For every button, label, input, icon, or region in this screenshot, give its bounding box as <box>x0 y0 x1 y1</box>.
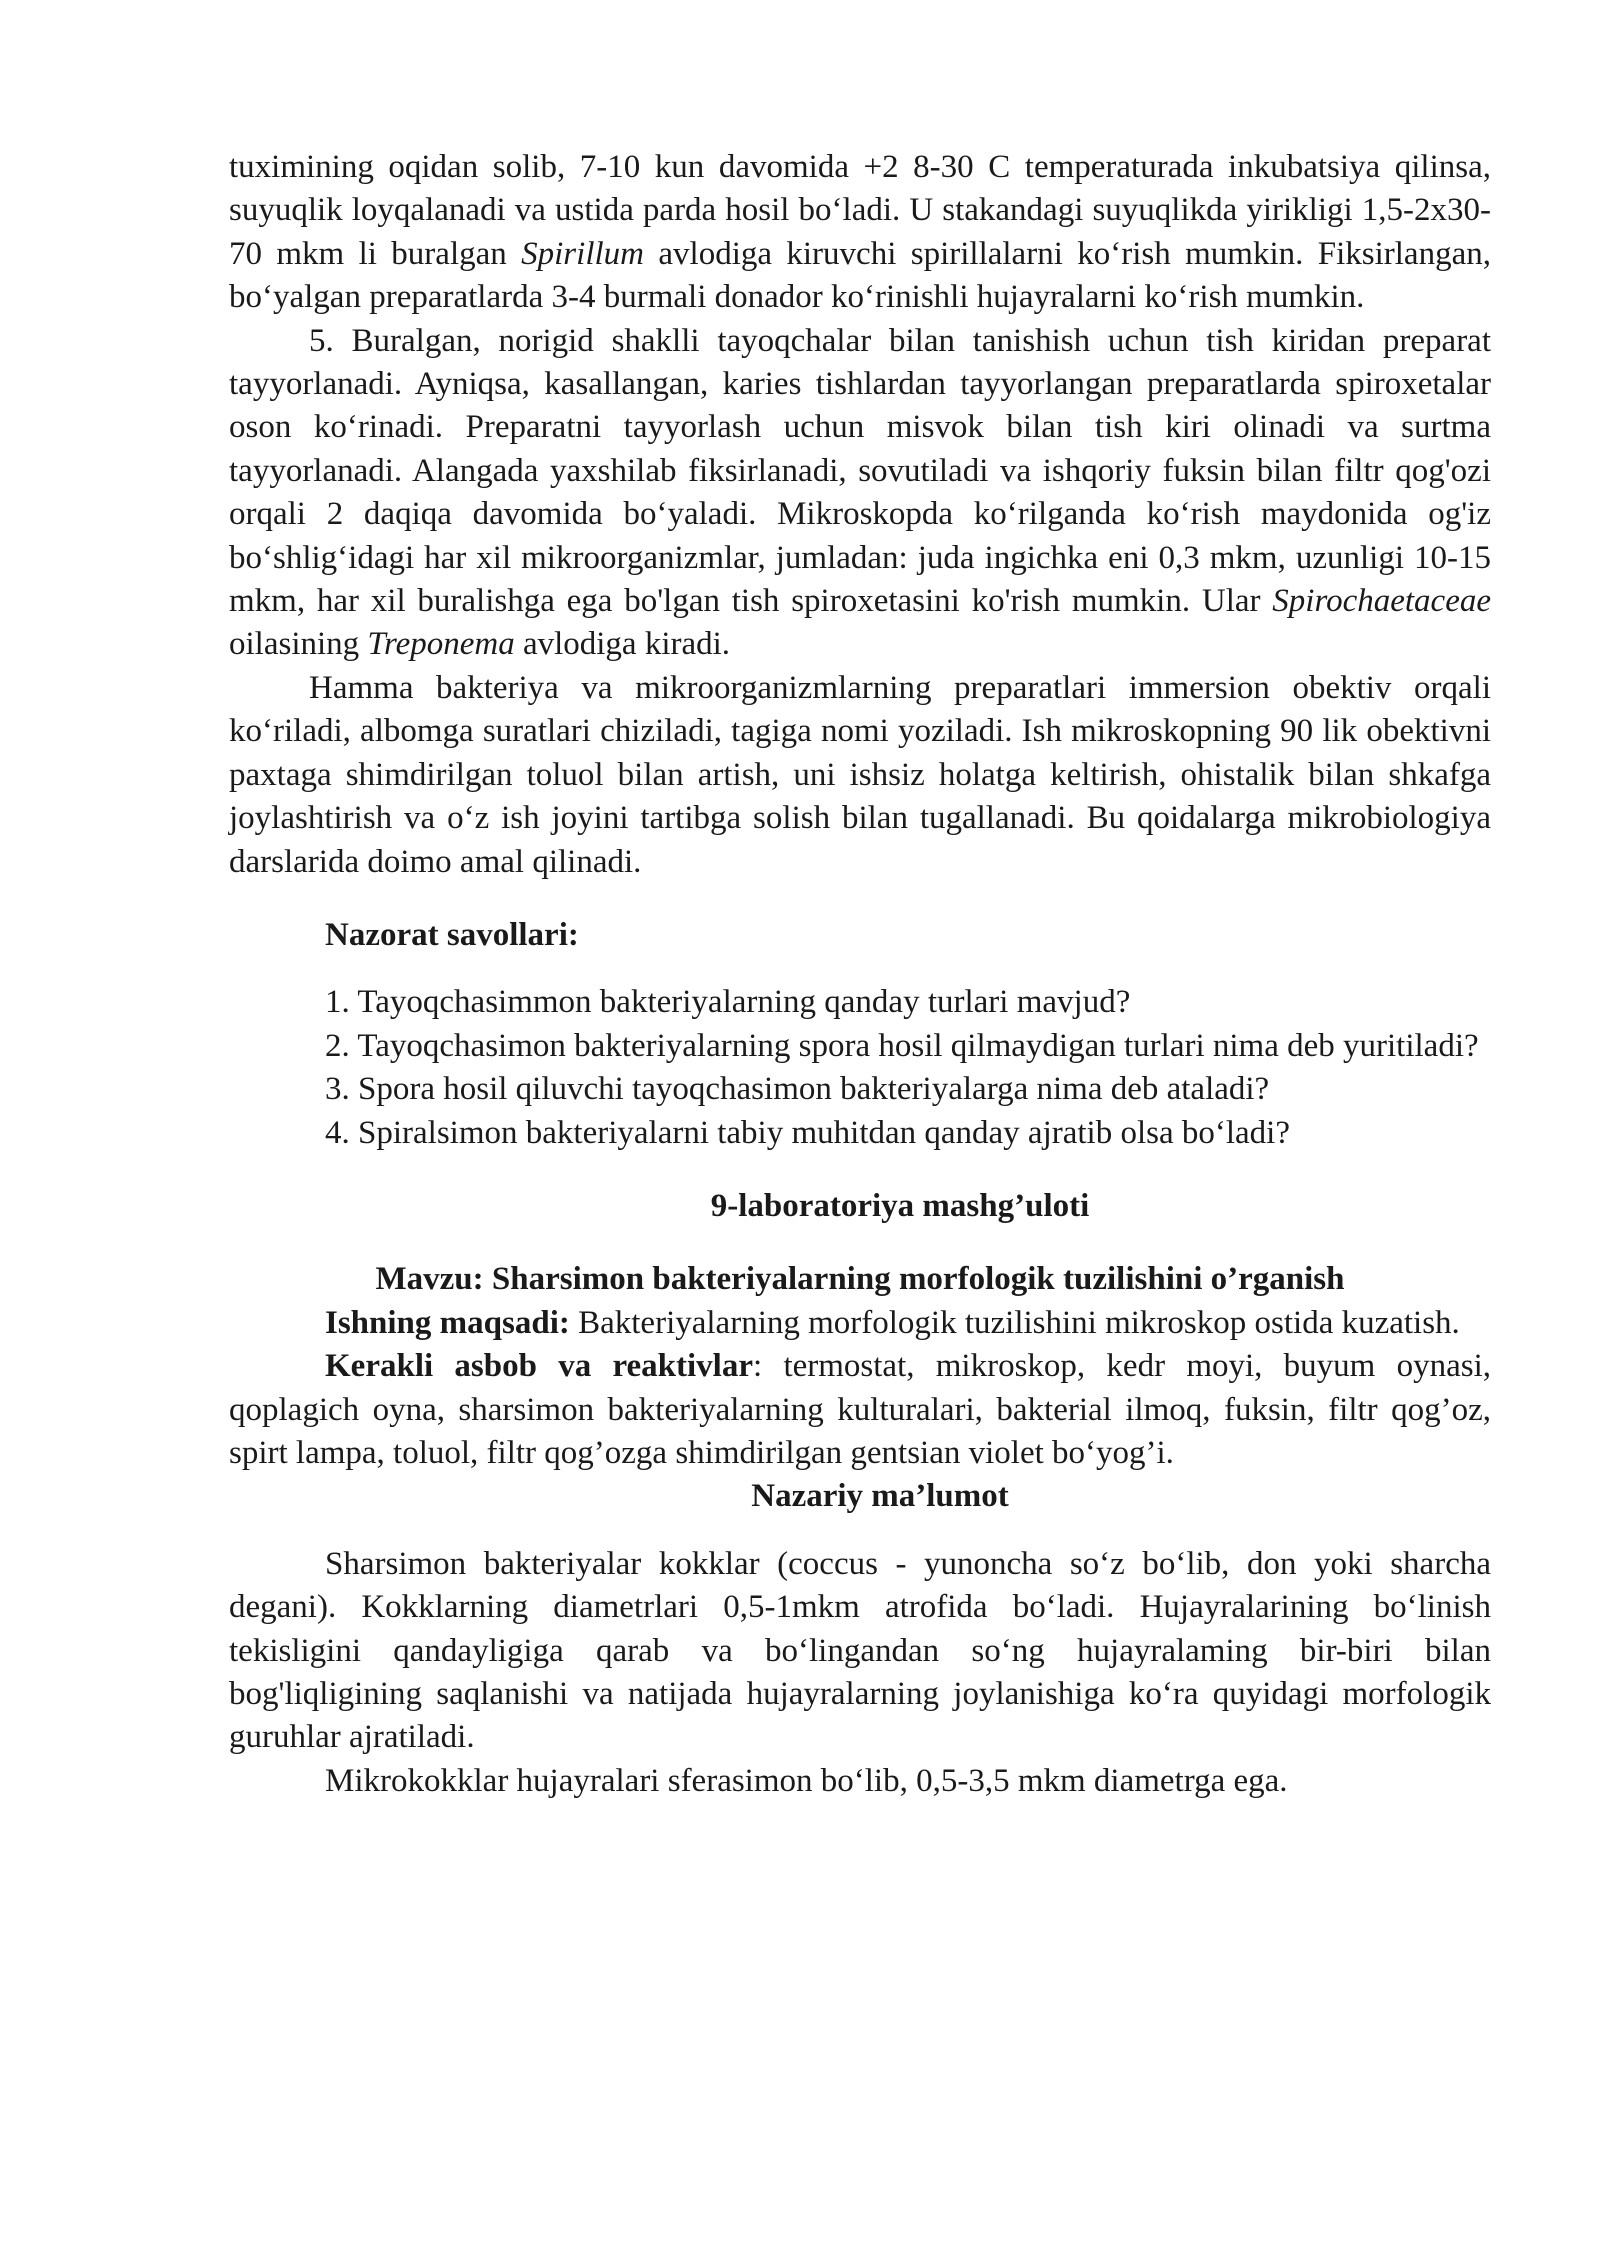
text-run: avlodiga kiruvchi spirillalarni ko‘rish mumkin. Fiksirlangan, bo‘yalgan preparatlarda 3-4 burmali donador ko‘rinishli hujayralarni ko‘rish mumkin. <box>229 235 1491 316</box>
genus-name: Spirillum <box>521 235 644 272</box>
control-questions-title: Nazorat savollari: <box>325 916 579 953</box>
text-run: oilasining <box>229 626 368 663</box>
paragraph-spirochete <box>229 320 1491 667</box>
question-item: 1. Tayoqchasimmon bakteriyalarning qanday turlari mavjud? <box>325 984 1131 1021</box>
lab-goal <box>229 1302 1491 1345</box>
text-run: tuximining oqidan solib, 7-10 kun davomida +2 8-30 C temperaturada inkubatsiya qilinsa, suyuqlik loyqalanadi va ustida parda hosil bo‘ladi. U stakandagi suyuqlikda yirikligi 1,5-2x30-70 mkm li buralgan <box>229 149 1491 272</box>
question-item: 4. Spiralsimon bakteriyalarni tabiy muhitdan qanday ajratib olsa bo‘ladi? <box>325 1114 1290 1151</box>
control-questions-list <box>229 981 1491 1155</box>
lab-title: 9-laboratoriya mashg’uloti <box>710 1187 1090 1224</box>
genus-name: Treponema <box>367 626 515 663</box>
tools-label: Kerakli asbob va reaktivlar <box>325 1348 754 1385</box>
goal-text: Bakteriyalarning morfologik tuzilishini mikroskop ostida kuzatish. <box>569 1304 1460 1341</box>
theory-title: Nazariy ma’lumot <box>751 1478 1009 1515</box>
lab-tools <box>229 1345 1491 1475</box>
goal-label: Ishning maqsadi: <box>325 1304 570 1341</box>
question-item: 3. Spora hosil qiluvchi tayoqchasimon bakteriyalarga nima deb ataladi? <box>325 1071 1270 1108</box>
document-page <box>229 146 1491 1803</box>
theory-paragraph: Mikrokokklar hujayralari sferasimon bo‘lib, 0,5-3,5 mkm diametrga ega. <box>325 1762 1288 1799</box>
theory-paragraph: Sharsimon bakteriyalar kokklar (coccus - yunoncha so‘z bo‘lib, don yoki sharcha degani). Kokklarning diametrlari 0,5-1mkm atrofida bo‘ladi. Hujayralarining bo‘linish tekisligini qandayligiga qarab va bo‘lingandan so‘ng hujayralaming bir-biri bilan bog'liqligining saqlanishi va natijada hujayralarning joylanishiga ko‘ra quyidagi morfologik guruhlar ajratiladi. <box>229 1545 1491 1756</box>
text-run: avlodiga kiradi. <box>514 626 731 663</box>
lab-topic: Mavzu: Sharsimon bakteriyalarning morfologik tuzilishini o’rganish <box>375 1261 1345 1298</box>
family-name: Spirochaetaceae <box>1272 583 1491 620</box>
paragraph-spirillum <box>229 146 1491 320</box>
text-run: 5. Buralgan, norigid shaklli tayoqchalar bilan tanishish uchun tish kiridan preparat tayyorlanadi. Ayniqsa, kasallangan, karies tishlardan tayyorlangan preparatlarda spiroxetalar oson ko‘rinadi. Preparatni tayyorlash uchun misvok bilan tish kiri olinadi va surtma tayyorlanadi. Alangada yaxshilab fiksirlanadi, sovutiladi va ishqoriy fuksin bilan filtr qog'ozi orqali 2 daqiqa davomida bo‘yaladi. Mikroskopda ko‘rilganda ko‘rish maydonida og'iz bo‘shlig‘idagi har xil mikroorganizmlar, jumladan: juda ingichka eni 0,3 mkm, uzunligi 10-15 mkm, har xil buralishga ega bo'lgan tish spiroxetasini ko'rish mumkin. Ular <box>229 322 1491 620</box>
tools-text: : termostat, mikroskop, kedr moyi, buyum oynasi, qoplagich oyna, sharsimon bakteriyalarning kulturalari, bakterial ilmoq, fuksin, filtr qog’oz, spirt lampa, toluol, filtr qog’ozga shimdirilgan gentsian violet bo‘yog’i. <box>229 1348 1492 1471</box>
question-item: 2. Tayoqchasimon bakteriyalarning spora hosil qilmaydigan turlari nima deb yuritiladi? <box>325 1027 1479 1064</box>
paragraph-microscope-rules: Hamma bakteriya va mikroorganizmlarning preparatlari immersion obektiv orqali ko‘riladi, albomga suratlari chiziladi, tagiga nomi yoziladi. Ish mikroskopning 90 lik obektivni paxtaga shimdirilgan toluol bilan artish, uni ishsiz holatga keltirish, ohistalik bilan shkafga joylashtirish va o‘z ish joyini tartibga solish bilan tugallanadi. Bu qoidalarga mikrobiologiya darslarida doimo amal qilinadi. <box>229 669 1491 880</box>
